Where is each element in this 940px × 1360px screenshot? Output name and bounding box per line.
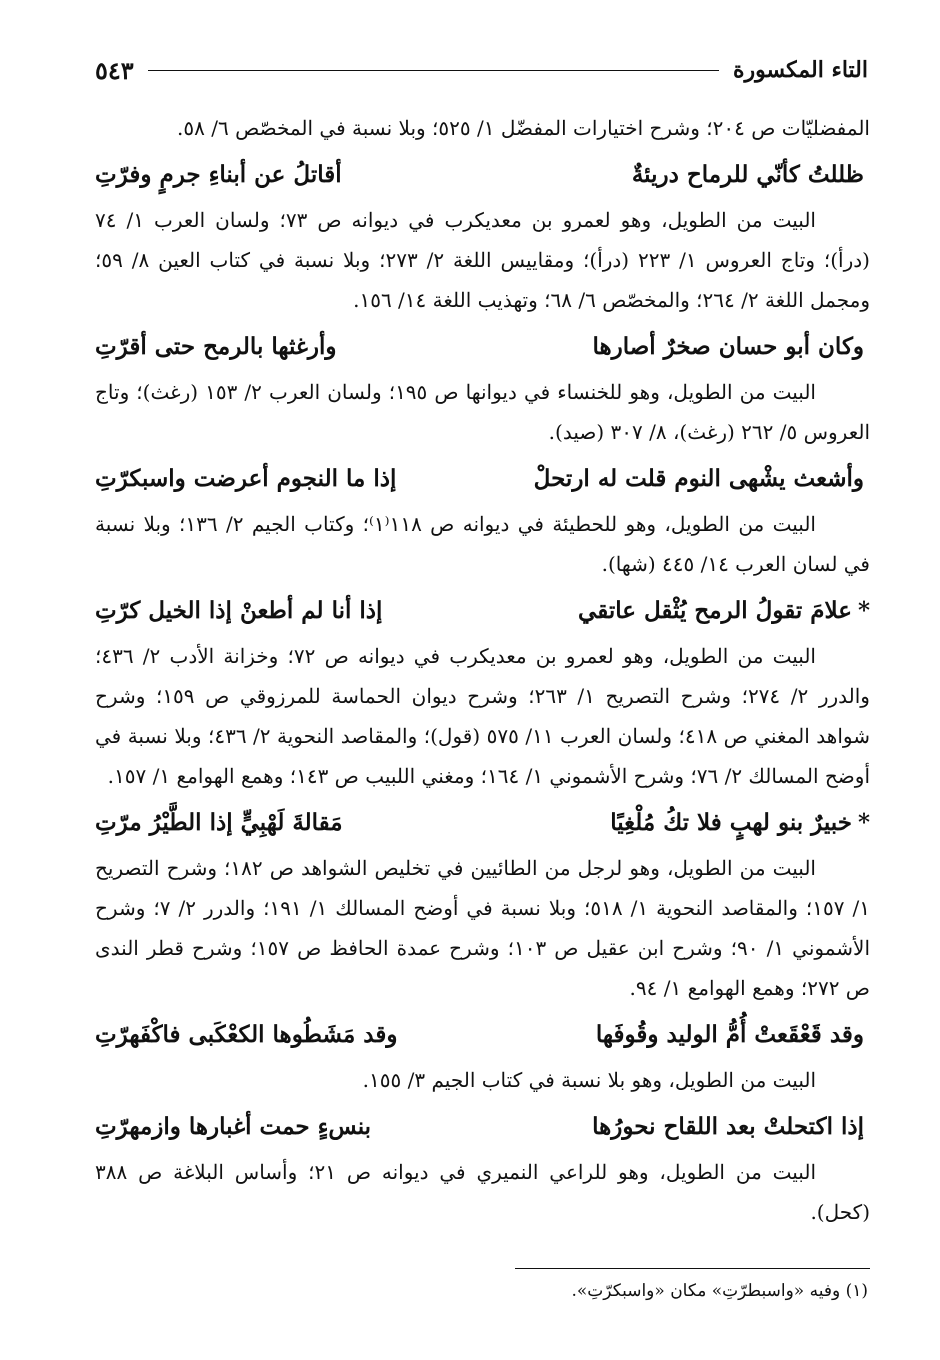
commentary-paragraph: البيت من الطويل، وهو بلا نسبة في كتاب الجيم ٣/ ١٥٥. [362, 1068, 816, 1092]
verse-second-hemistich: أقاتلُ عن أبناءِ جرمٍ وفرّتِ [95, 161, 342, 188]
page-header [95, 52, 868, 88]
verse-second-hemistich: مَقالةَ لَهْبِيٍّ إذا الطَّيْرُ مرّتِ [95, 809, 343, 836]
verse-line [95, 1102, 870, 1152]
verse-second-hemistich: بنسءٍ حمت أغبارها وازمهرّتِ [95, 1113, 372, 1140]
intro-paragraph: المفضليّات ص ٢٠٤؛ وشرح اختيارات المفضّل ١/ ٥٢٥؛ وبلا نسبة في المخصّص ٦/ ٥٨. [177, 116, 870, 140]
verse-text: خبيرٌ بنو لهبٍ فلا تكُ مُلْغِيًا [610, 809, 852, 836]
verse-second-hemistich: وقد مَشَطُوها الكعْكَبى فاكْفَهرّتِ [95, 1021, 398, 1048]
verse-first-hemistich [596, 1010, 870, 1060]
verse-star: * [857, 809, 870, 836]
commentary-paragraph: البيت من الطويل، وهو للحطيئة في ديوانه ص ١١٨⁽١⁾؛ وكتاب الجيم ٢/ ١٣٦؛ وبلا نسبة في لسان العرب ١٤/ ٤٤٥ (شها). [95, 512, 870, 576]
commentary-paragraph: البيت من الطويل، وهو لعمرو بن معديكرب في ديوانه ص ٧٢؛ وخزانة الأدب ٢/ ٤٣٦؛ والدرر ٢/ ٢٧٤؛ وشرح التصريح ١/ ٢٦٣؛ وشرح ديوان الحماسة للمرزوقي ص ١٥٩؛ وشرح شواهد المغني ص ٤١٨؛ ولسان العرب ١١/ ٥٧٥ (قول)؛ والمقاصد النحوية ٢/ ٤٣٦؛ وبلا نسبة في أوضح المسالك ٢/ ٧٦؛ وشرح الأشموني ١/ ١٦٤؛ ومغني اللبيب ص ١٤٣؛ وهمع الهوامع ١/ ١٥٧. [95, 644, 870, 788]
verse-line [95, 322, 870, 372]
page-body [95, 108, 870, 1232]
verse-second-hemistich: وأرغثها بالرمح حتى أقرّتِ [95, 333, 337, 360]
verse-first-hemistich [592, 1102, 870, 1152]
verse-text: ظللتُ كأنّي للرماح دريئةٌ [631, 161, 864, 188]
verse-line [95, 1010, 870, 1060]
commentary-paragraph: البيت من الطويل، وهو للراعي النميري في ديوانه ص ٢١؛ وأساس البلاغة ص ٣٨٨ (كحل). [95, 1160, 870, 1224]
commentary-paragraph: البيت من الطويل، وهو لرجل من الطائيين في تخليص الشواهد ص ١٨٢؛ وشرح التصريح ١/ ١٥٧؛ والمقاصد النحوية ١/ ٥١٨؛ وبلا نسبة في أوضح المسالك ١/ ١٩١؛ والدرر ٢/ ٧؛ وشرح الأشموني ١/ ٩٠؛ وشرح ابن عقيل ص ١٠٣؛ وشرح عمدة الحافظ ص ١٥٧؛ وشرح قطر الندى ص ٢٧٢؛ وهمع الهوامع ١/ ٩٤. [95, 856, 871, 1000]
verse-line [95, 586, 870, 636]
verse-second-hemistich: إذا ما النجوم أعرضت واسبكرّتِ [95, 465, 397, 492]
verse-first-hemistich [578, 586, 870, 636]
commentary-paragraph: البيت من الطويل، وهو للخنساء في ديوانها ص ١٩٥؛ ولسان العرب ٢/ ١٥٣ (رغث)؛ وتاج العروس ٥/ ٢٦٢ (رغث)، ٨/ ٣٠٧ (صيد). [95, 380, 870, 444]
verse-text: إذا اكتحلتْ بعد اللقاح نحورُها [592, 1113, 864, 1140]
verse-first-hemistich [534, 454, 870, 504]
commentary-paragraph: البيت من الطويل، وهو لعمرو بن معديكرب في ديوانه ص ٧٣؛ ولسان العرب ١/ ٧٤ (درأ)؛ وتاج العروس ١/ ٢٢٣ (درأ)؛ ومقاييس اللغة ٢/ ٢٧٣؛ وبلا نسبة في كتاب العين ٨/ ٥٩؛ ومجمل اللغة ٢/ ٢٦٤؛ والمخصّص ٦/ ٦٨؛ وتهذيب اللغة ١٤/ ١٥٦. [95, 208, 870, 312]
page-number: ٥٤٣ [95, 55, 134, 85]
header-rule [148, 70, 719, 71]
footnote-rule [515, 1268, 870, 1269]
verse-line [95, 454, 870, 504]
verse-text: وأشعث يشْهى النوم قلت له ارتحلْ [533, 465, 864, 492]
verse-star: * [857, 597, 870, 624]
verse-first-hemistich [610, 798, 870, 848]
footnote: (١) وفيه «واسبطرّتِ» مكان «واسبكرّتِ». [571, 1281, 868, 1301]
verse-line [95, 798, 870, 848]
verse-text: وقد قَعْقَعتْ أُمُّ الوليد وقُوفَها [595, 1021, 864, 1048]
verse-first-hemistich [632, 150, 870, 200]
verse-second-hemistich: إذا أنا لم أطعنْ إذا الخيل كرّتِ [95, 597, 383, 624]
verse-text: علامَ تقولُ الرمح يُثْقل عاتقي [578, 597, 852, 624]
verse-line [95, 150, 870, 200]
verse-text: وكان أبو حسان صخرٌ أصارها [592, 333, 864, 360]
verse-first-hemistich [592, 322, 870, 372]
running-head: التاء المكسورة [733, 57, 868, 83]
